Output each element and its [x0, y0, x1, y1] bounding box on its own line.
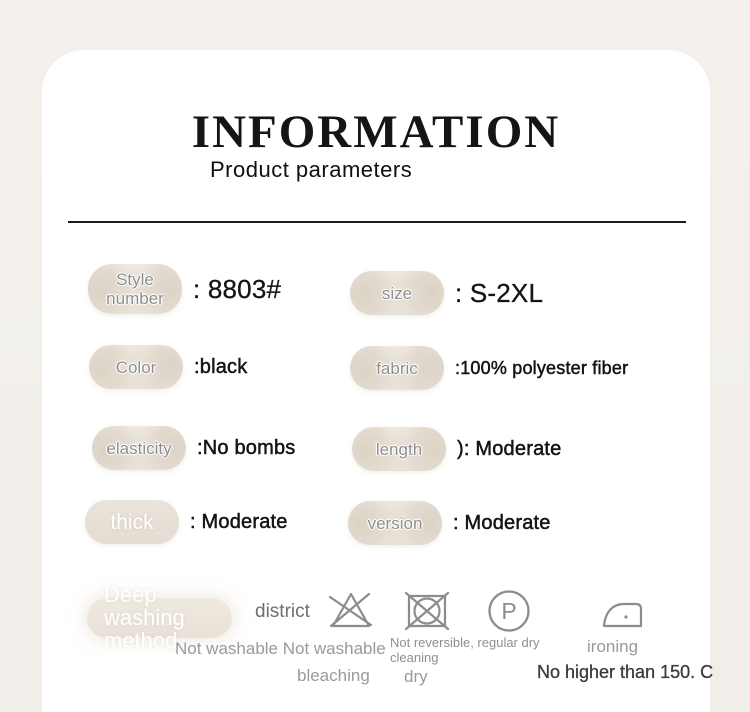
param-version: [348, 499, 551, 547]
dry-cleaning-caption: [390, 635, 540, 665]
washing-method-label: Deep washing method: [104, 582, 185, 653]
param-fabric: [350, 344, 628, 392]
do-not-bleach-icon: [326, 591, 374, 629]
param-elasticity: [92, 424, 296, 472]
param-label: thick: [110, 510, 154, 534]
dry-clean-p-icon: [486, 589, 532, 633]
dry-cleaning-caption-line2: cleaning: [390, 650, 439, 665]
param-value: : Moderate: [190, 510, 288, 533]
param-label-pill: [350, 346, 444, 390]
do-not-tumble-dry-icon: [403, 591, 451, 631]
district-label: district: [255, 601, 310, 622]
param-label-pill: [352, 427, 446, 471]
bleaching-caption: bleaching: [297, 666, 370, 685]
param-label-pill: [89, 345, 183, 389]
page-subtitle: Product parameters: [210, 157, 413, 182]
param-length: [352, 425, 561, 473]
param-thick: [85, 498, 288, 546]
param-label-pill: [88, 264, 182, 314]
param-value: : S-2XL: [455, 277, 544, 308]
dry-clean-letter: P: [501, 598, 517, 624]
param-label: size: [381, 283, 413, 303]
param-value: :100% polyester fiber: [455, 357, 629, 378]
iron-icon: [596, 595, 644, 631]
product-info-card: [42, 50, 714, 712]
param-label: Color: [115, 357, 157, 377]
param-value: : Moderate: [453, 511, 551, 534]
param-size: [350, 269, 543, 317]
param-label: Style number: [106, 270, 164, 308]
param-label-pill: [92, 426, 186, 470]
param-value: :black: [194, 355, 248, 378]
param-style-number: [88, 265, 281, 313]
dry-cleaning-caption-line1: Not reversible, regular dry: [390, 635, 540, 650]
dry-caption: dry: [404, 667, 428, 686]
param-label-pill: [85, 500, 179, 544]
param-label: version: [367, 513, 423, 533]
param-value: : 8803#: [193, 273, 282, 304]
divider: [68, 221, 686, 223]
param-label-pill: [348, 501, 442, 545]
page-title: INFORMATION: [191, 106, 561, 158]
param-value: :No bombs: [197, 436, 296, 459]
param-color: [89, 343, 247, 391]
param-label-pill: [350, 271, 444, 315]
param-label: fabric: [376, 358, 418, 378]
param-label: elasticity: [106, 438, 172, 458]
ironing-caption: ironing: [587, 637, 639, 656]
iron-temperature-note: No higher than 150. C: [537, 662, 714, 682]
param-value: ): Moderate: [457, 437, 562, 460]
param-label: length: [375, 439, 423, 459]
not-washable-caption: Not washable Not washable: [175, 639, 386, 658]
